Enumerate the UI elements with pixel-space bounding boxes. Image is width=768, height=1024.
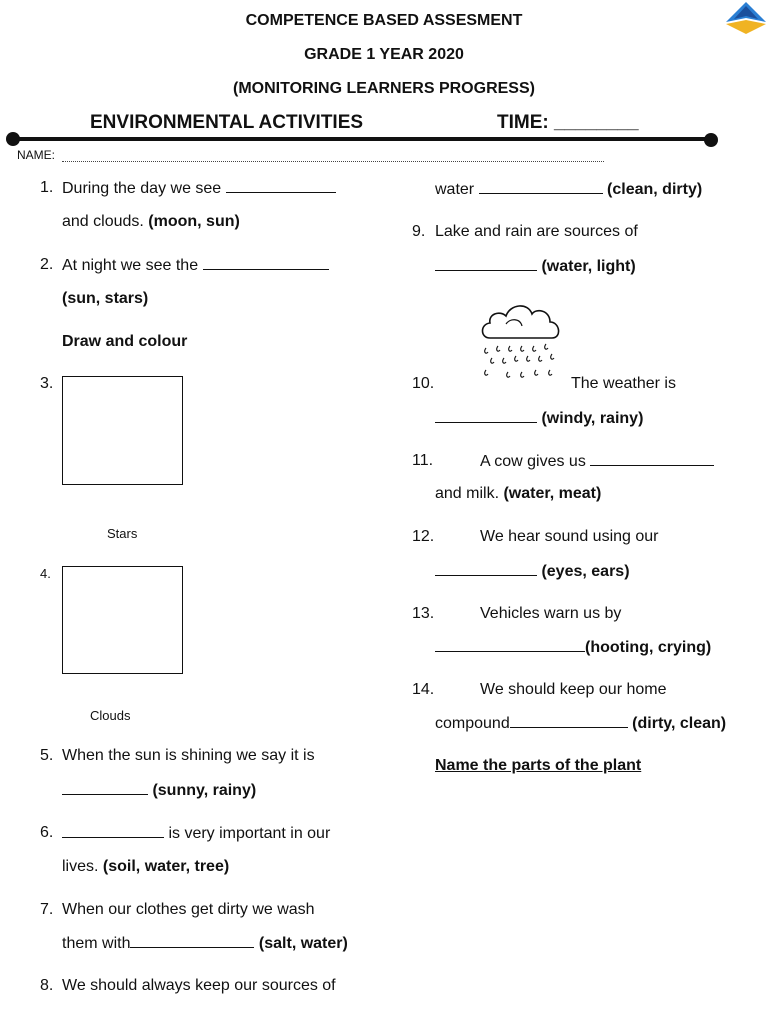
q5-number: 5. [40, 747, 54, 764]
answer-blank [62, 823, 164, 838]
q8-text: We should always keep our sources of [62, 977, 336, 994]
answer-blank [435, 637, 585, 652]
q13-number: 13. [412, 605, 435, 622]
q5-text: When the sun is shining we say it is [62, 747, 315, 764]
q5-line2 [62, 780, 256, 801]
q12-line2 [435, 561, 630, 582]
answer-blank [130, 933, 254, 948]
q13-options: (hooting, crying) [585, 639, 712, 656]
answer-blank [62, 780, 148, 795]
q13-line2 [435, 637, 711, 658]
q11-options: (water, meat) [503, 485, 602, 502]
q10-line2 [435, 408, 643, 429]
monitoring-subtitle: (MONITORING LEARNERS PROGRESS) [233, 80, 535, 97]
q6-options: (soil, water, tree) [102, 858, 230, 875]
q9-options: (water, light) [541, 258, 636, 275]
assessment-title: COMPETENCE BASED ASSESMENT [245, 12, 523, 29]
clouds-drawing-box[interactable] [62, 566, 183, 674]
q2-number: 2. [40, 256, 54, 273]
q9-number: 9. [412, 223, 426, 240]
answer-blank [226, 178, 336, 193]
answer-blank [435, 561, 537, 576]
q6-text: is very important in our [62, 823, 330, 844]
name-line [62, 161, 604, 162]
q11-line2: and milk. (water, meat) [435, 485, 602, 502]
plant-parts-heading: Name the parts of the plant [435, 757, 642, 774]
name-label: NAME: [17, 148, 56, 162]
answer-blank [510, 713, 628, 728]
rule-right-dot [704, 133, 718, 147]
q8-options: (clean, dirty) [607, 181, 703, 198]
grade-year: GRADE 1 YEAR 2020 [304, 46, 464, 63]
q2-options: (sun, stars) [62, 290, 149, 307]
q1-text: During the day we see [62, 178, 336, 199]
q9-line2 [435, 256, 636, 277]
q4-number: 4. [40, 566, 51, 581]
q7-text: When our clothes get dirty we wash [62, 901, 315, 918]
q12-options: (eyes, ears) [541, 563, 630, 580]
q2-text: At night we see the [62, 255, 329, 276]
q13-text: Vehicles warn us by [480, 605, 622, 622]
q9-text: Lake and rain are sources of [435, 223, 638, 240]
header-rule [12, 137, 712, 141]
q3-number: 3. [40, 375, 54, 392]
q7-number: 7. [40, 901, 54, 918]
q8-line2: water (clean, dirty) [435, 181, 703, 198]
q11-number: 11. [412, 452, 434, 469]
rule-left-dot [6, 132, 20, 146]
q11-text: A cow gives us [480, 451, 714, 472]
q6-number: 6. [40, 824, 54, 841]
q7-options: (salt, water) [258, 935, 348, 952]
answer-blank [203, 255, 329, 270]
q14-text: We should keep our home [480, 681, 667, 698]
q14-number: 14. [412, 681, 435, 698]
stars-caption: Stars [107, 526, 138, 541]
answer-blank [590, 451, 714, 466]
q5-options: (sunny, rainy) [152, 782, 257, 799]
q12-text: We hear sound using our [480, 528, 659, 545]
q14-line2: compound (dirty, clean) [435, 715, 727, 732]
time-field: TIME: ________ [497, 112, 639, 133]
rain-cloud-icon [476, 294, 572, 386]
answer-blank [435, 256, 537, 271]
answer-blank [435, 408, 537, 423]
q1-options: (moon, sun) [148, 213, 240, 230]
q10-text: The weather is [571, 375, 676, 392]
answer-blank [479, 179, 603, 194]
q10-number: 10. [412, 375, 435, 392]
q12-number: 12. [412, 528, 435, 545]
q7-line2: them with (salt, water) [62, 935, 348, 952]
q1-number: 1. [40, 179, 54, 196]
stars-drawing-box[interactable] [62, 376, 183, 485]
q8-number: 8. [40, 977, 54, 994]
draw-heading: Draw and colour [62, 333, 188, 350]
q6-line2: lives. (soil, water, tree) [62, 858, 230, 875]
subject-title: ENVIRONMENTAL ACTIVITIES [90, 112, 364, 133]
q1-line2: and clouds. (moon, sun) [62, 213, 240, 230]
q10-options: (windy, rainy) [541, 410, 644, 427]
q14-options: (dirty, clean) [632, 715, 727, 732]
clouds-caption: Clouds [90, 708, 131, 723]
